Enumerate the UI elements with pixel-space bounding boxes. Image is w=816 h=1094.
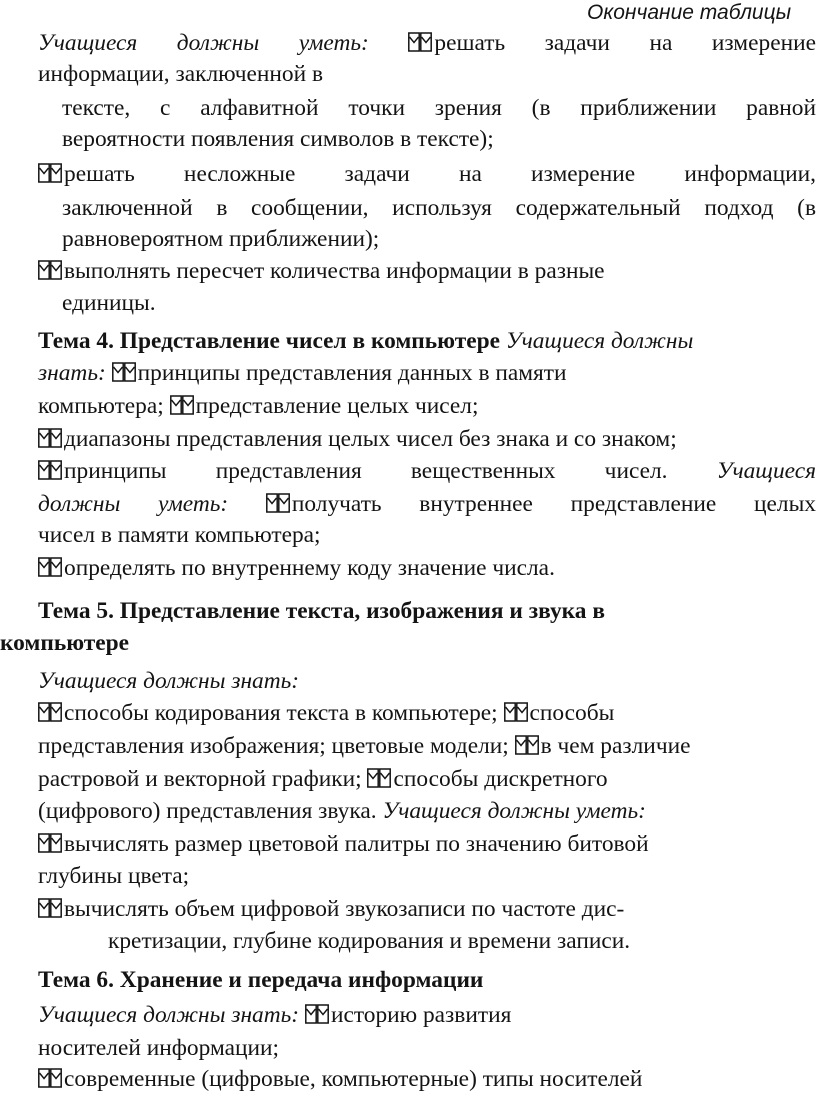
line-text: чисел в памяти компьютера; — [38, 522, 321, 548]
line-prefix: компьютера; — [38, 393, 164, 419]
text-line — [38, 698, 614, 728]
line-text: современные (цифровые, компьютерные) типы носителей — [64, 1066, 643, 1092]
line-text: заключенной в сообщении, используя содержательный подход (в — [62, 195, 816, 221]
checkbox-glyph-icon — [38, 557, 62, 578]
text-line — [38, 424, 677, 454]
checkbox-glyph-icon — [112, 362, 136, 383]
line-text: представление целых чисел; — [195, 393, 479, 419]
text-line — [108, 926, 630, 956]
line-text: тексте, с алфавитной точки зрения (в приближении равной — [62, 95, 816, 121]
text-line — [62, 224, 379, 254]
line-prefix: Учащиеся должны знать: — [38, 1002, 300, 1028]
checkbox-glyph-icon — [504, 702, 528, 723]
line-prefix: знать: — [38, 360, 106, 386]
line-text: информации, заключенной в — [38, 61, 324, 87]
text-line — [38, 391, 478, 421]
line-text: решать несложные задачи на измерение информации, — [64, 161, 816, 187]
line-text: Учащиеся должны уметь: — [382, 798, 646, 824]
text-line — [38, 553, 555, 583]
line-text: кретизации, глубине кодирования и времени записи. — [108, 928, 631, 954]
text-line — [38, 520, 321, 550]
line-text: вычислять размер цветовой палитры по значению битовой — [64, 831, 649, 857]
line-text: равновероятном приближении); — [62, 226, 380, 252]
checkbox-glyph-icon — [38, 898, 62, 919]
line-text: принципы представления данных в памяти — [137, 360, 567, 386]
line-text: решать задачи на измерение — [434, 30, 816, 56]
checkbox-glyph-icon — [38, 460, 62, 481]
line-text: получать внутреннее представление целых — [291, 491, 816, 517]
line-text: диапазоны представления целых чисел без знака и со знаком; — [64, 426, 677, 452]
text-line — [38, 1064, 642, 1094]
line-text: носителей информации; — [38, 1035, 280, 1061]
line-prefix: (цифрового) представления звука. — [38, 798, 377, 824]
checkbox-glyph-icon — [170, 395, 194, 416]
table-continuation-label: Окончание таблицы — [587, 1, 792, 24]
line-text: вероятности появления символов в тексте); — [62, 126, 494, 152]
line-prefix: должны уметь: — [38, 491, 229, 517]
line-text: способы — [529, 700, 615, 726]
checkbox-glyph-icon — [38, 163, 62, 184]
checkbox-glyph-icon — [515, 735, 539, 756]
text-line — [38, 829, 649, 859]
line-text: глубины цвета; — [38, 863, 190, 889]
line-text: в чем различие — [540, 733, 691, 759]
line-text: выполнять пересчет количества информации в разные — [64, 258, 605, 284]
text-line — [38, 456, 816, 486]
line-text: способы дискретного — [393, 766, 608, 792]
line-text: Учащиеся — [716, 458, 816, 484]
checkbox-glyph-icon — [367, 768, 391, 789]
text-line — [38, 666, 299, 696]
checkbox-glyph-icon — [408, 32, 432, 53]
line-prefix: Учащиеся должны знать: — [38, 668, 300, 694]
topic-heading: Тема 4. Представление чисел в компьютере — [38, 328, 500, 354]
text-line — [38, 489, 816, 519]
line-text: единицы. — [62, 290, 156, 316]
text-line — [38, 256, 605, 286]
checkbox-glyph-icon — [38, 702, 62, 723]
text-line — [38, 861, 189, 891]
topic-heading: Тема 6. Хранение и передача информации — [38, 967, 484, 993]
text-line — [62, 93, 816, 123]
text-line — [38, 894, 624, 924]
checkbox-glyph-icon — [266, 493, 290, 514]
checkbox-glyph-icon — [38, 1068, 62, 1089]
text-line — [38, 358, 567, 388]
text-line — [38, 159, 816, 189]
text-line — [38, 764, 608, 794]
text-line — [62, 124, 494, 154]
text-line — [38, 796, 646, 826]
text-line — [38, 326, 693, 356]
line-prefix: представления изображения; цветовые модели; — [38, 733, 509, 759]
text-line — [38, 596, 605, 626]
checkbox-glyph-icon — [38, 833, 62, 854]
line-text: Учащиеся должны — [505, 328, 694, 354]
line-prefix: Учащиеся должны уметь: — [38, 30, 369, 56]
text-line — [62, 288, 156, 318]
line-prefix: растровой и векторной графики; — [38, 766, 362, 792]
topic-heading: Тема 5. Представление текста, изображения и звука в — [38, 598, 605, 624]
checkbox-glyph-icon — [38, 428, 62, 449]
line-text: вычислять объем цифровой звукозаписи по частоте дис- — [64, 896, 625, 922]
checkbox-glyph-icon — [305, 1004, 329, 1025]
line-text: историю развития — [330, 1002, 512, 1028]
text-line — [62, 193, 816, 223]
text-line — [0, 628, 129, 658]
text-line — [38, 59, 323, 89]
line-text: принципы представления вещественных чисел. — [64, 458, 668, 484]
text-line — [38, 965, 483, 995]
line-text: способы кодирования текста в компьютере; — [64, 700, 498, 726]
text-line — [38, 1033, 279, 1063]
text-line — [38, 1000, 511, 1030]
topic-heading: компьютере — [0, 630, 130, 656]
text-line — [38, 28, 816, 58]
checkbox-glyph-icon — [38, 260, 62, 281]
line-text: определять по внутреннему коду значение числа. — [64, 555, 555, 581]
text-line — [38, 731, 690, 761]
